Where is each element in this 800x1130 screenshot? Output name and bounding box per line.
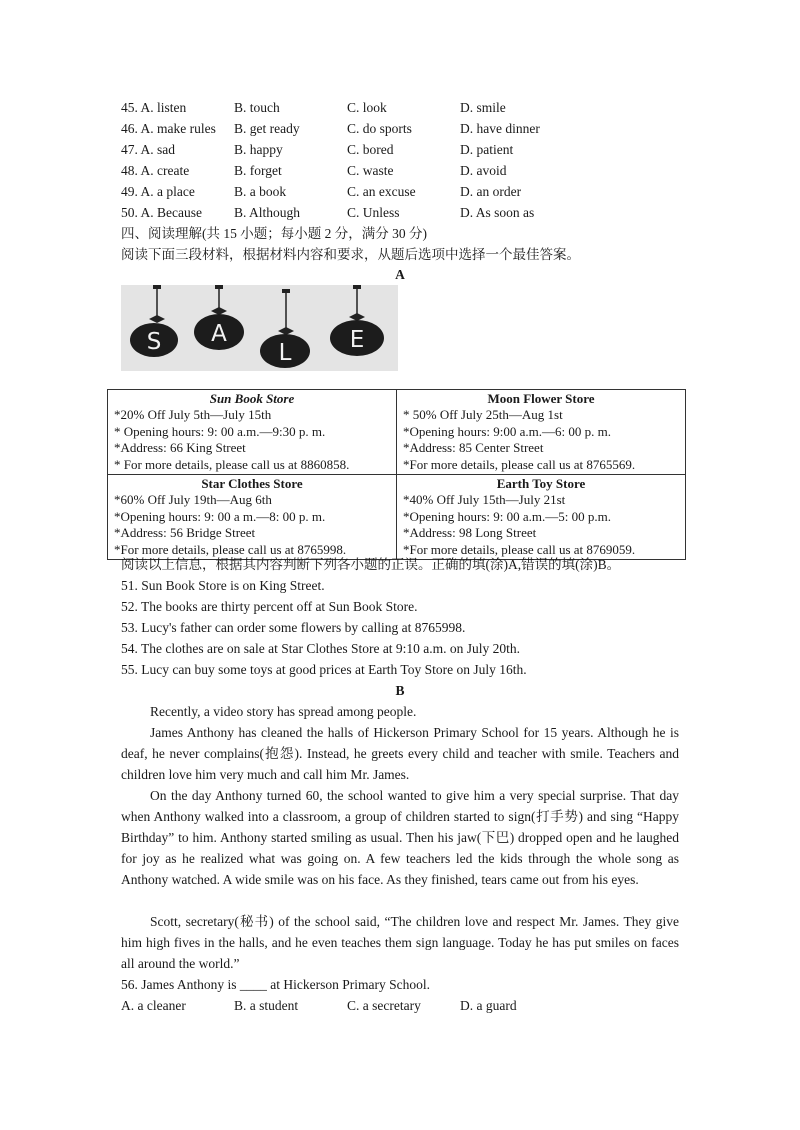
question-number: 47.: [121, 142, 138, 157]
option-d: D. As soon as: [460, 205, 535, 220]
tf-question-55: 55. Lucy can buy some toys at good prices at Earth Toy Store on July 16th.: [121, 662, 527, 677]
store-name: Star Clothes Store: [201, 476, 303, 492]
store-cell-star-clothes: [108, 475, 397, 560]
sale-letter: E: [349, 327, 365, 353]
store-address: *Address: 66 King Street: [114, 440, 246, 456]
question-number: 48.: [121, 163, 138, 178]
store-hours: *Opening hours: 9:00 a.m.—6: 00 p. m.: [403, 423, 611, 439]
question-number: 50.: [121, 205, 138, 220]
option-a: [121, 202, 202, 223]
option-a: [121, 118, 216, 139]
store-cell-sun-book: [108, 390, 397, 475]
option-c: C. look: [347, 100, 387, 115]
question-56-stem: 56. James Anthony is ____ at Hickerson Primary School.: [121, 977, 430, 992]
passage-b-paragraph-1: Recently, a video story has spread among people.: [150, 704, 417, 719]
option-c: C. bored: [347, 142, 394, 157]
option-b: B. a book: [234, 184, 287, 199]
store-discount: * 50% Off July 25th—Aug 1st: [403, 407, 563, 423]
option-c: C. a secretary: [347, 998, 421, 1013]
table-row: [108, 475, 686, 560]
tf-question-52: 52. The books are thirty percent off at Sun Book Store.: [121, 599, 418, 614]
store-phone: *For more details, please call us at 8765569.: [403, 456, 636, 472]
question-number: 46.: [121, 121, 138, 136]
option-a-text: A. listen: [140, 100, 187, 115]
passage-a-label: A: [395, 267, 405, 282]
sale-letter: L: [278, 340, 292, 366]
store-hours: *Opening hours: 9: 00 a m.—8: 00 p. m.: [114, 508, 326, 524]
option-b: B. a student: [234, 998, 299, 1013]
store-discount: *40% Off July 15th—July 21st: [403, 492, 566, 508]
option-d: D. avoid: [460, 163, 507, 178]
table-row: [108, 390, 686, 475]
option-d: D. an order: [460, 184, 522, 199]
sale-letter: S: [146, 329, 162, 355]
option-c: C. Unless: [347, 205, 400, 220]
store-hours: *Opening hours: 9: 00 a.m.—5: 00 p.m.: [403, 508, 611, 524]
option-b: B. happy: [234, 142, 283, 157]
option-d: D. smile: [460, 100, 506, 115]
store-phone: * For more details, please call us at 8860858.: [114, 456, 350, 472]
tf-question-51: 51. Sun Book Store is on King Street.: [121, 578, 325, 593]
option-a: [121, 97, 186, 118]
store-hours: * Opening hours: 9: 00 a.m.—9:30 p. m.: [114, 423, 326, 439]
option-c: C. an excuse: [347, 184, 416, 199]
option-a-text: A. Because: [140, 205, 202, 220]
option-b: B. touch: [234, 100, 280, 115]
store-address: *Address: 56 Bridge Street: [114, 525, 256, 541]
option-d: D. have dinner: [460, 121, 540, 136]
tf-question-53: 53. Lucy's father can order some flowers by calling at 8765998.: [121, 620, 466, 635]
store-address: *Address: 98 Long Street: [403, 525, 537, 541]
store-phone: *For more details, please call us at 8769059.: [403, 541, 636, 557]
option-c: C. waste: [347, 163, 394, 178]
option-a-text: A. make rules: [140, 121, 216, 136]
option-c: C. do sports: [347, 121, 412, 136]
tf-question-54: 54. The clothes are on sale at Star Clothes Store at 9:10 a.m. on July 20th.: [121, 641, 521, 656]
section-heading: 四、阅读理解(共 15 小题；每小题 2 分，满分 30 分): [121, 226, 427, 241]
option-b: B. Although: [234, 205, 301, 220]
option-b: B. forget: [234, 163, 282, 178]
store-name: Earth Toy Store: [496, 476, 586, 492]
option-a: A. a cleaner: [121, 998, 186, 1013]
section-instruction: 阅读下面三段材料，根据材料内容和要求，从题后选项中选择一个最佳答案。: [121, 247, 580, 262]
passage-b-paragraph-3: On the day Anthony turned 60, the school wanted to give him a very special surprise. That day when Anthony walked into a classroom, a group of children started to sign(打手势) and sing “Happy Birthday” to him. Anthony started smiling as usual. Then his jaw(下巴) dropped open and he laughed for joy as he realized what was going on. A few teachers led the kids through the whole song as Anthony watched. A wide smile was on his face. As they finished, tears came out from his eyes.: [121, 788, 679, 887]
store-cell-earth-toy: [397, 475, 686, 560]
option-a-text: A. a place: [140, 184, 195, 199]
option-d: D. patient: [460, 142, 514, 157]
option-a-text: A. sad: [140, 142, 176, 157]
option-a: [121, 139, 175, 160]
store-discount: *60% Off July 19th—Aug 6th: [114, 492, 272, 508]
sale-image: [121, 285, 398, 371]
option-a-text: A. create: [140, 163, 190, 178]
option-d: D. a guard: [460, 998, 517, 1013]
store-discount: *20% Off July 5th—July 15th: [114, 407, 272, 423]
option-a: [121, 160, 189, 181]
question-number: 49.: [121, 184, 138, 199]
store-phone: *For more details, please call us at 8765998.: [114, 541, 347, 557]
store-name: Moon Flower Store: [487, 391, 595, 406]
store-cell-moon-flower: [397, 390, 686, 475]
option-b: B. get ready: [234, 121, 300, 136]
store-address: *Address: 85 Center Street: [403, 440, 544, 456]
sale-letter: A: [211, 321, 227, 347]
passage-b-paragraph-4: Scott, secretary(秘书) of the school said, “The children love and respect Mr. James. They give him high fives in the halls, and he even teaches them sign language. Today he has put smiles on faces all around the world.”: [121, 914, 679, 971]
passage-b-paragraph-2: James Anthony has cleaned the halls of Hickerson Primary School for 15 years. Although he is deaf, he never complains(抱怨). Instead, he greets every child and teacher with smile. Teachers and children love him very much and call him Mr. James.: [121, 725, 679, 782]
store-table: [107, 389, 686, 560]
passage-b-label: B: [395, 683, 405, 698]
question-number: 45.: [121, 100, 138, 115]
tf-instruction: 阅读以上信息，根据其内容判断下列各小题的正误。正确的填(涂)A,错误的填(涂)B。: [121, 557, 621, 572]
store-name: Sun Book Store: [209, 391, 295, 406]
sale-ornaments-illustration: [121, 285, 398, 371]
option-a: [121, 181, 195, 202]
